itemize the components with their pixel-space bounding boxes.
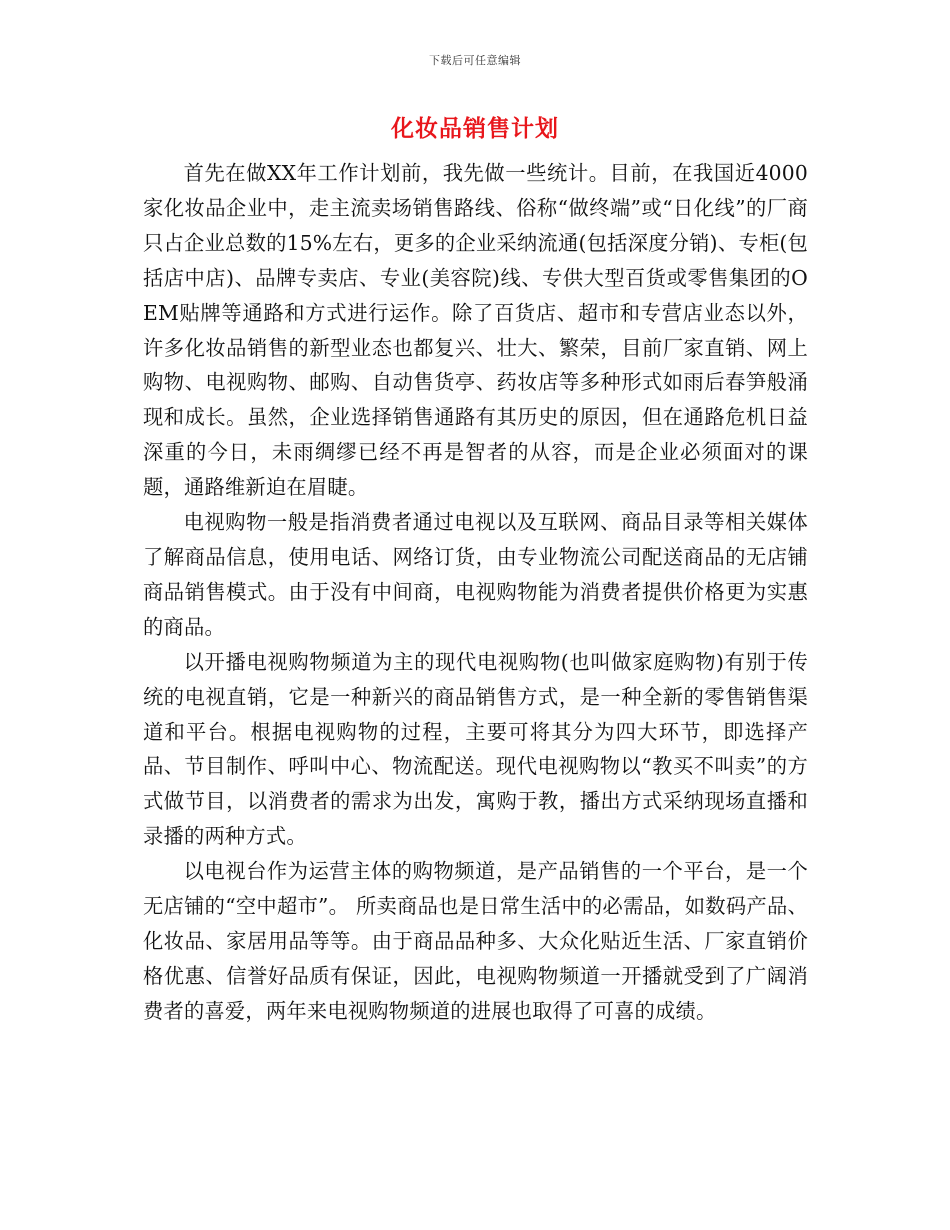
paragraph: 电视购物一般是指消费者通过电视以及互联网、商品目录等相关媒体了解商品信息，使用电话、网络订货，由专业物流公司配送商品的无店铺商品销售模式。由于没有中间商，电视购物能为消费者提供价格更为实惠的商品。 [143,510,808,639]
paragraph: 以电视台作为运营主体的购物频道，是产品销售的一个平台，是一个无店铺的“空中超市”。 所卖商品也是日常生活中的必需品，如数码产品、化妆品、家居用品等等。由于商品品种多、大众化贴近生活、厂家直销价格优惠、信誉好品质有保证，因此，电视购物频道一开播就受到了广阔消费者的喜爱，两年来电视购物频道的进展也取得了可喜的成绩。 [143,859,808,1023]
paragraph: 首先在做XX年工作计划前，我先做一些统计。目前，在我国近4000家化妆品企业中，走主流卖场销售路线、俗称“做终端”或“日化线”的厂商只占企业总数的15%左右，更多的企业采纳流通(包括深度分销)、专柜(包括店中店)、品牌专卖店、专业(美容院)线、专供大型百货或零售集团的OEM贴牌等通路和方式进行运作。除了百货店、超市和专营店业态以外，许多化妆品销售的新型业态也都复兴、壮大、繁荣，目前厂家直销、网上购物、电视购物、邮购、自动售货亭、药妆店等多种形式如雨后春笋般涌现和成长。虽然，企业选择销售通路有其历史的原因，但在通路危机日益深重的今日，未雨绸缪已经不再是智者的从容，而是企业必须面对的课题，通路维新迫在眉睫。 [143,161,808,500]
document-body [143,156,808,1029]
document-title: 化妆品销售计划 [391,116,559,142]
paragraph: 以开播电视购物频道为主的现代电视购物(也叫做家庭购物)有别于传统的电视直销，它是一种新兴的商品销售方式，是一种全新的零售销售渠道和平台。根据电视购物的过程，主要可将其分为四大环节，即选择产品、节目制作、呼叫中心、物流配送。现代电视购物以“教买不叫卖”的方式做节目，以消费者的需求为出发，寓购于教，播出方式采纳现场直播和录播的两种方式。 [143,649,808,849]
header-note: 下载后可任意编辑 [429,54,521,67]
